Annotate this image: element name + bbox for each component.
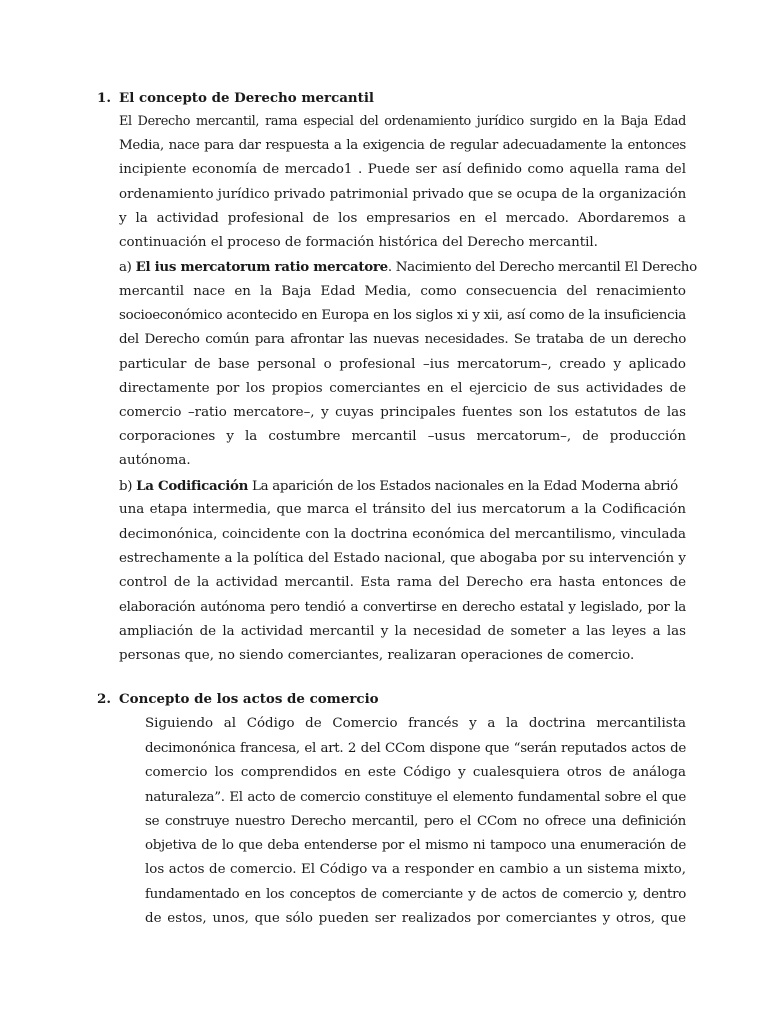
- paragraph-line: naturaleza”. El acto de comercio constituye el elemento fundamental sobre el que: [145, 790, 686, 805]
- paragraph-line: socioeconómico acontecido en Europa en los siglos xi y xii, así como de la insuficiencia: [119, 308, 686, 323]
- paragraph-line: decimonónica francesa, el art. 2 del CCom dispone que “serán reputados actos de: [145, 741, 686, 756]
- subsection-b-title: La Codificación: [136, 478, 249, 494]
- section-1-number: 1.: [97, 90, 111, 106]
- paragraph-line: corporaciones y la costumbre mercantil –usus mercatorum–, de producción: [119, 429, 686, 444]
- paragraph-line: y la actividad profesional de los empresarios en el mercado. Abordaremos a: [119, 211, 686, 226]
- paragraph-line: Siguiendo al Código de Comercio francés y a la doctrina mercantilista: [145, 716, 686, 731]
- paragraph-line: se construye nuestro Derecho mercantil, pero el CCom no ofrece una definición: [145, 814, 686, 829]
- subsection-a-first-line: [119, 259, 697, 275]
- paragraph-line: estrechamente a la política del Estado nacional, que abogaba por su intervención y: [119, 551, 686, 566]
- paragraph-line: decimonónica, coincidente con la doctrina económica del mercantilismo, vinculada: [119, 527, 686, 542]
- subsection-b-marker: b): [119, 479, 133, 494]
- subsection-b-first-line-text: La aparición de los Estados nacionales en la Edad Moderna abrió: [248, 479, 678, 494]
- paragraph-line: El Derecho mercantil, rama especial del ordenamiento jurídico surgido en la Baja Edad: [119, 114, 686, 129]
- paragraph-line: una etapa intermedia, que marca el tránsito del ius mercatorum a la Codificación: [119, 502, 686, 517]
- paragraph-line: del Derecho común para afrontar las nuevas necesidades. Se trataba de un derecho: [119, 332, 686, 347]
- subsection-a-marker: a): [119, 260, 132, 275]
- paragraph-line: control de la actividad mercantil. Esta rama del Derecho era hasta entonces de: [119, 575, 686, 590]
- paragraph-line: fundamentado en los conceptos de comerciante y de actos de comercio y, dentro: [145, 887, 686, 902]
- paragraph-line: personas que, no siendo comerciantes, realizaran operaciones de comercio.: [119, 648, 635, 663]
- section-2-heading: Concepto de los actos de comercio: [119, 691, 379, 707]
- paragraph-line: continuación el proceso de formación histórica del Derecho mercantil.: [119, 235, 598, 250]
- paragraph-line: incipiente economía de mercado1 . Puede ser así definido como aquella rama del: [119, 162, 686, 177]
- paragraph-line: objetiva de lo que deba entenderse por el mismo ni tampoco una enumeración de: [145, 838, 686, 853]
- section-1-heading: El concepto de Derecho mercantil: [119, 90, 374, 106]
- paragraph-line: particular de base personal o profesional –ius mercatorum–, creado y aplicado: [119, 357, 686, 372]
- paragraph-line: Media, nace para dar respuesta a la exigencia de regular adecuadamente la entonces: [119, 138, 686, 153]
- paragraph-line: mercantil nace en la Baja Edad Media, como consecuencia del renacimiento: [119, 284, 686, 299]
- subsection-a-first-line-text: . Nacimiento del Derecho mercantil El Derecho: [387, 260, 697, 275]
- section-2-number: 2.: [97, 691, 111, 707]
- paragraph-line: ampliación de la actividad mercantil y la necesidad de someter a las leyes a las: [119, 624, 686, 639]
- subsection-a-title: El ius mercatorum ratio mercatore: [135, 259, 388, 275]
- paragraph-line: directamente por los propios comerciantes en el ejercicio de sus actividades de: [119, 381, 686, 396]
- paragraph-line: ordenamiento jurídico privado patrimonial privado que se ocupa de la organización: [119, 187, 687, 202]
- paragraph-line: los actos de comercio. El Código va a responder en cambio a un sistema mixto,: [145, 862, 686, 877]
- subsection-b-first-line: [119, 478, 678, 494]
- paragraph-line: comercio –ratio mercatore–, y cuyas principales fuentes son los estatutos de las: [119, 405, 686, 420]
- paragraph-line: elaboración autónoma pero tendió a convertirse en derecho estatal y legislado, por la: [119, 600, 686, 615]
- paragraph-line: de estos, unos, que sólo pueden ser realizados por comerciantes y otros, que: [145, 911, 686, 926]
- paragraph-line: autónoma.: [119, 453, 191, 468]
- paragraph-line: comercio los comprendidos en este Código y cualesquiera otros de análoga: [145, 765, 686, 780]
